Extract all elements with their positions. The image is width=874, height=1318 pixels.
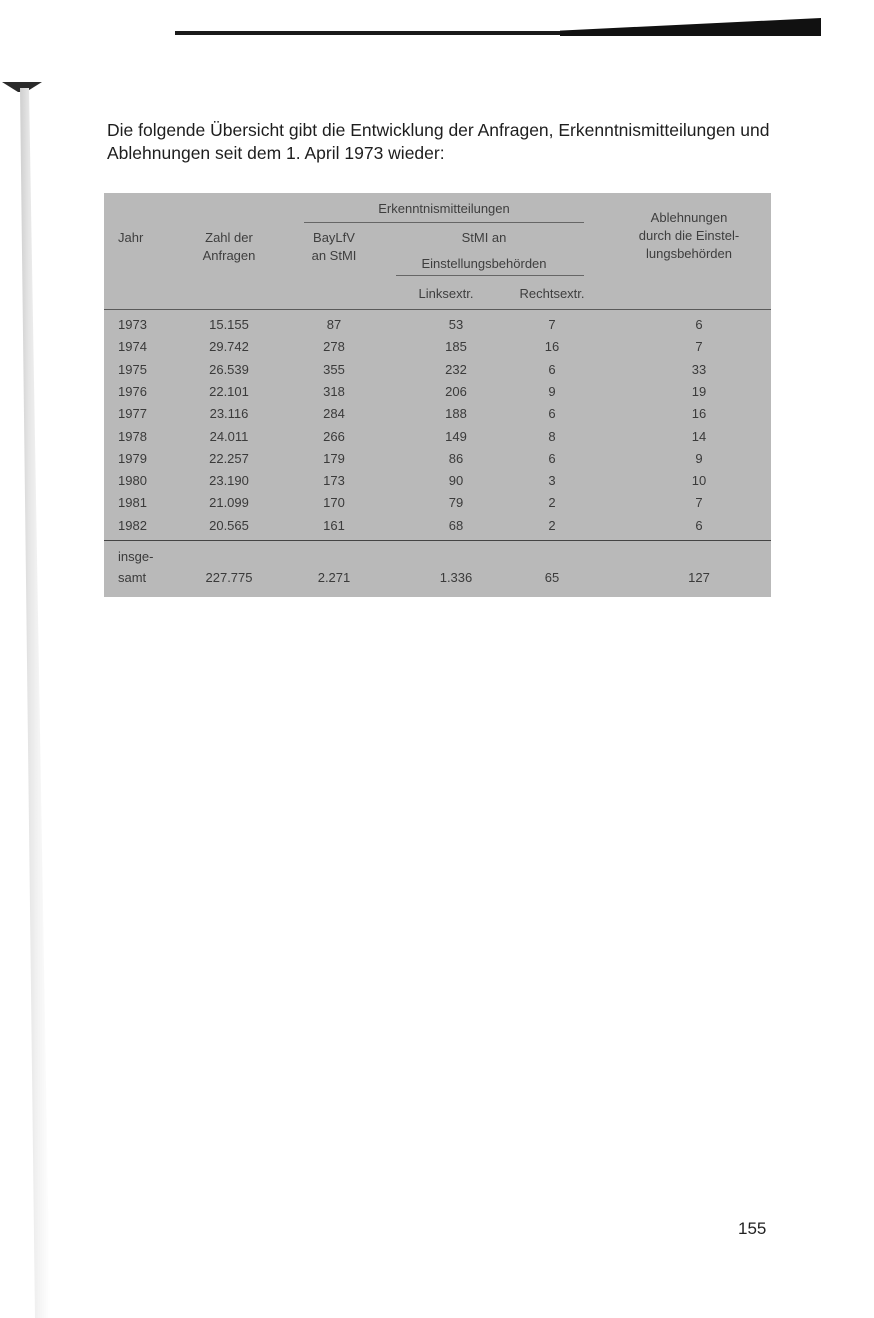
header-durch-die-einstel: durch die Einstel- — [638, 228, 740, 243]
header-jahr: Jahr — [118, 230, 144, 245]
rechtsextr-cell: 6 — [548, 406, 556, 422]
year-cell: 1978 — [118, 428, 147, 444]
linksextr-cell: 188 — [445, 406, 467, 422]
year-cell: 1982 — [118, 517, 147, 533]
ablehnungen-cell: 19 — [691, 383, 707, 399]
total-row — [104, 549, 771, 571]
baylfv-cell: 355 — [323, 361, 345, 377]
anfragen-cell: 23.116 — [209, 406, 249, 422]
rechtsextr-cell: 6 — [548, 450, 556, 466]
header-erkenntnismitteilungen: Erkenntnismitteilungen — [378, 201, 510, 216]
table-row — [104, 384, 771, 406]
header-linksextr: Linksextr. — [418, 286, 474, 301]
statistics-table — [104, 193, 771, 597]
year-cell: 1975 — [118, 361, 147, 377]
book-spine-shadow — [0, 40, 60, 1285]
rechtsextr-cell: 8 — [548, 428, 556, 444]
anfragen-cell: 21.099 — [209, 495, 249, 511]
linksextr-cell: 68 — [448, 517, 464, 533]
ablehnungen-cell: 7 — [695, 339, 703, 355]
table-row — [104, 518, 771, 540]
table-row — [104, 451, 771, 473]
rechtsextr-cell: 7 — [548, 317, 556, 332]
linksextr-cell: 86 — [448, 450, 464, 466]
ablehnungen-cell: 6 — [695, 317, 703, 332]
baylfv-cell: 173 — [323, 473, 345, 489]
table-row — [104, 339, 771, 361]
ablehnungen-cell: 7 — [695, 495, 703, 511]
anfragen-cell: 23.190 — [209, 473, 249, 489]
anfragen-cell: 20.565 — [209, 517, 249, 533]
rechtsextr-cell: 2 — [548, 517, 556, 533]
ablehnungen-cell: 9 — [695, 450, 703, 466]
total-label-line2: samt — [118, 570, 147, 585]
table-row — [104, 406, 771, 428]
header-zahl-der: Zahl der — [205, 230, 253, 245]
year-cell: 1980 — [118, 473, 147, 489]
baylfv-cell: 284 — [323, 406, 345, 422]
linksextr-cell: 185 — [445, 339, 467, 355]
page-number: 155 — [738, 1219, 767, 1238]
year-cell: 1974 — [118, 339, 147, 355]
baylfv-cell: 170 — [323, 495, 345, 511]
header-stmi-an: StMI an — [461, 230, 507, 245]
header-ablehnungen: Ablehnungen — [650, 210, 728, 225]
header-an-stmi: an StMI — [311, 248, 357, 263]
baylfv-cell: 318 — [323, 383, 345, 399]
total-top-rule — [104, 540, 771, 541]
linksextr-cell: 90 — [448, 473, 464, 489]
header-rechtsextr: Rechtsextr. — [519, 286, 585, 301]
baylfv-cell: 179 — [323, 450, 345, 466]
total-rechts: 65 — [544, 570, 560, 585]
linksextr-cell: 53 — [448, 317, 464, 332]
baylfv-cell: 87 — [326, 317, 342, 332]
total-label-line1: insge- — [118, 549, 154, 564]
year-cell: 1973 — [118, 317, 147, 332]
linksextr-cell: 79 — [448, 495, 464, 511]
table-row — [104, 317, 771, 339]
ablehnungen-cell: 16 — [691, 406, 707, 422]
baylfv-cell: 278 — [323, 339, 345, 355]
table-row — [104, 473, 771, 495]
header-stmi-rule — [396, 275, 584, 276]
baylfv-cell: 161 — [323, 517, 345, 533]
anfragen-cell: 24.011 — [209, 428, 249, 444]
baylfv-cell: 266 — [323, 428, 345, 444]
rechtsextr-cell: 3 — [548, 473, 556, 489]
year-cell: 1981 — [118, 495, 147, 511]
header-baylfv: BayLfV — [313, 230, 355, 245]
spine-gutter — [20, 88, 50, 1318]
total-row-values — [104, 570, 771, 592]
ablehnungen-cell: 14 — [691, 428, 707, 444]
year-cell: 1976 — [118, 383, 147, 399]
rechtsextr-cell: 6 — [548, 361, 556, 377]
ablehnungen-cell: 6 — [695, 517, 703, 533]
header-bottom-rule — [104, 309, 771, 310]
anfragen-cell: 26.539 — [209, 361, 249, 377]
intro-paragraph: Die folgende Übersicht gibt die Entwicklung der Anfragen, Erkenntnismitteilungen und Ablehnungen seit dem 1. April 1973 wieder: — [107, 120, 770, 163]
linksextr-cell: 149 — [445, 428, 467, 444]
total-anfragen: 227.775 — [205, 570, 253, 585]
table-row — [104, 495, 771, 517]
anfragen-cell: 15.155 — [209, 317, 249, 332]
rechtsextr-cell: 2 — [548, 495, 556, 511]
table-row — [104, 429, 771, 451]
table-row — [104, 362, 771, 384]
anfragen-cell: 22.257 — [209, 450, 249, 466]
anfragen-cell: 29.742 — [209, 339, 249, 355]
header-anfragen: Anfragen — [202, 248, 256, 263]
header-group-rule — [304, 222, 584, 223]
year-cell: 1979 — [118, 450, 147, 466]
rechtsextr-cell: 9 — [548, 383, 556, 399]
total-ablehnungen: 127 — [688, 570, 710, 585]
year-cell: 1977 — [118, 406, 147, 422]
rechtsextr-cell: 16 — [544, 339, 560, 355]
total-baylfv: 2.271 — [317, 570, 351, 585]
total-links: 1.336 — [439, 570, 473, 585]
header-lungsbehoerden: lungsbehörden — [645, 246, 733, 261]
linksextr-cell: 206 — [445, 383, 467, 399]
anfragen-cell: 22.101 — [209, 383, 249, 399]
linksextr-cell: 232 — [445, 361, 467, 377]
ablehnungen-cell: 33 — [691, 361, 707, 377]
ablehnungen-cell: 10 — [691, 473, 707, 489]
header-einstellungsbehoerden: Einstellungsbehörden — [421, 256, 547, 271]
